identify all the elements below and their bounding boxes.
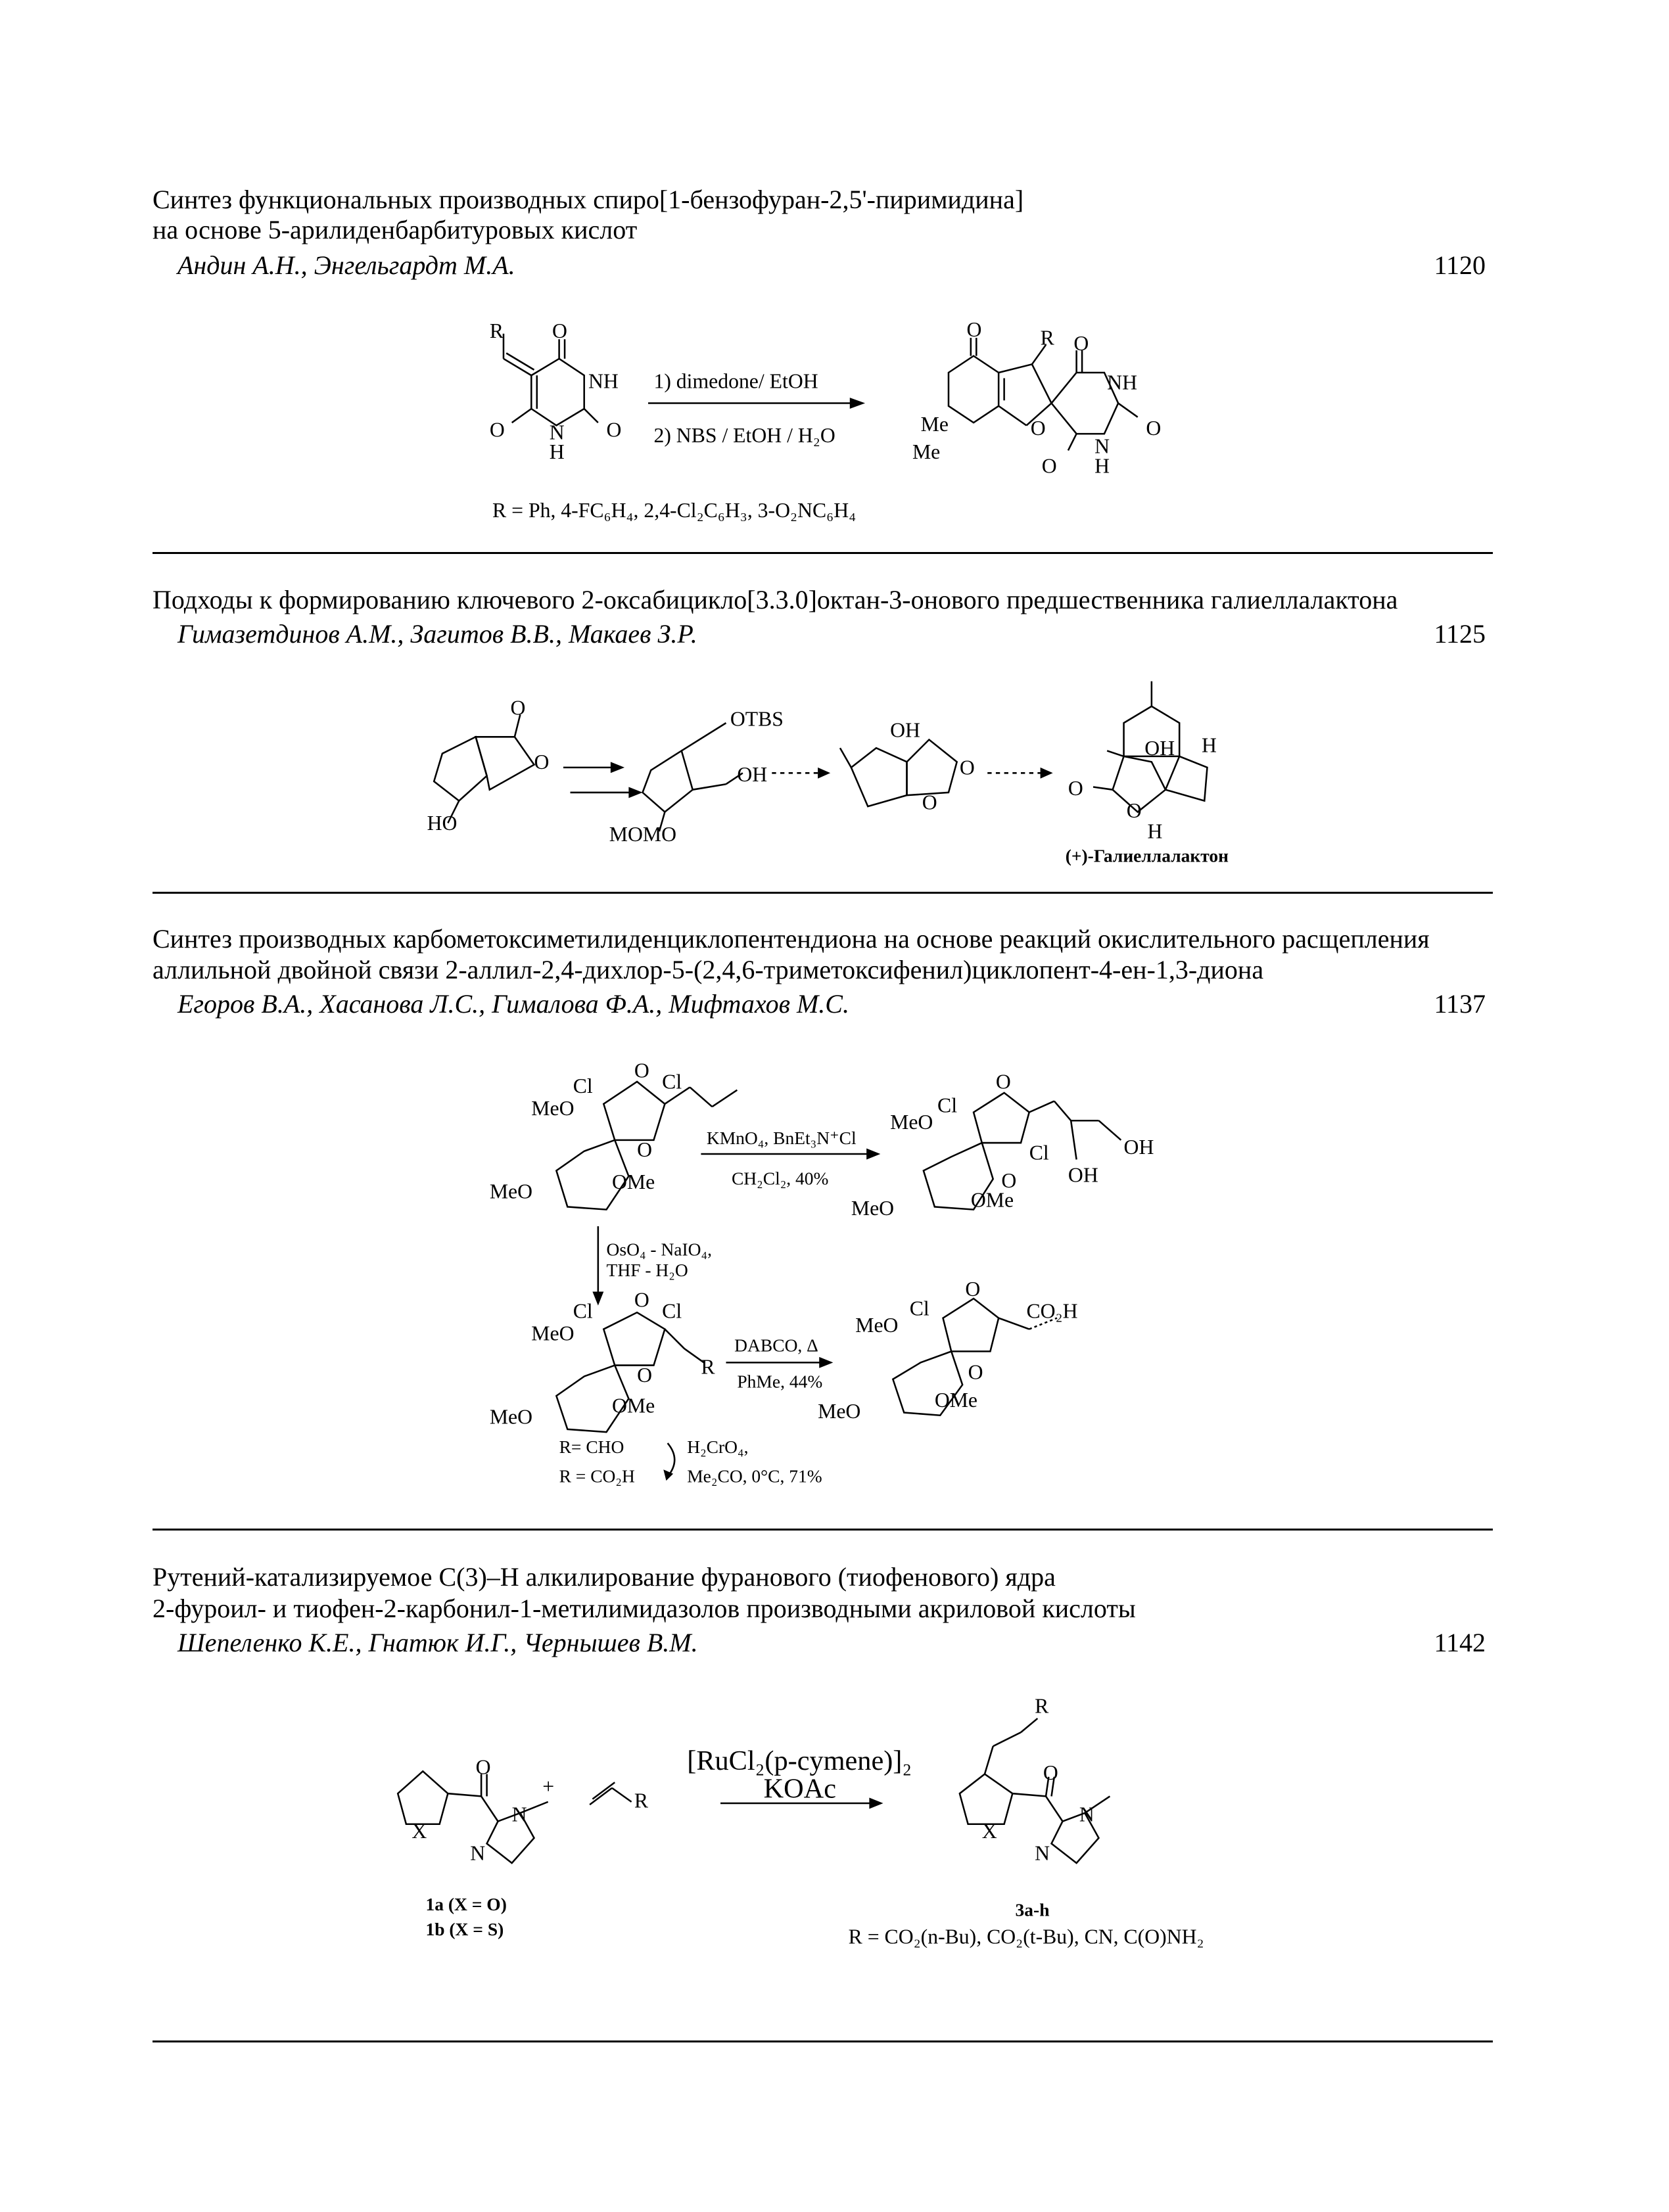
article-1-page: 1120	[1434, 250, 1486, 280]
atom-label: O	[1073, 332, 1089, 356]
atom-label: Me	[920, 412, 949, 436]
article-2-title: Подходы к формированию ключевого 2-оксабицикло[3.3.0]октан-3-онового предшественника галиеллалактона	[153, 585, 1398, 614]
atom-label: R	[634, 1789, 649, 1812]
plus-sign: +	[542, 1775, 555, 1799]
atom-label: O	[1001, 1168, 1017, 1192]
atom-label: Me	[912, 440, 941, 464]
atom-label: O	[1030, 417, 1046, 440]
atom-label: O	[1041, 454, 1057, 478]
atom-label: OTBS	[730, 707, 784, 731]
atom-label: O	[489, 418, 505, 442]
article-1-title-line-2: на основе 5-арилиденбарбитуровых кислот	[153, 215, 638, 244]
article-1-title-line-1: Синтез функциональных производных спиро[1-бензофуран-2,5'-пиримидина]	[153, 185, 1024, 214]
article-4-authors: Шепеленко К.Е., Гнатюк И.Г., Чернышев В.М.	[177, 1628, 698, 1657]
atom-label: MeO	[890, 1110, 933, 1134]
article-4-page: 1142	[1434, 1628, 1486, 1657]
atom-label: Cl	[573, 1299, 593, 1323]
article-3-title-line-1: Синтез производных карбометоксиметилиденциклопентендиона на основе реакций окислительного расщепления	[153, 924, 1430, 954]
atom-label: O	[634, 1288, 649, 1312]
atom-label: O	[995, 1070, 1011, 1094]
atom-label: Cl	[662, 1070, 682, 1094]
atom-label: MeO	[851, 1197, 895, 1220]
atom-label: MeO	[818, 1399, 861, 1423]
atom-label: O	[606, 418, 622, 442]
atom-label: O	[534, 750, 550, 773]
atom-label: O	[1068, 777, 1083, 800]
atom-label: N	[1079, 1803, 1094, 1826]
r-cho: R= CHO	[559, 1436, 624, 1457]
condition-top: 1) dimedone/ EtOH	[653, 369, 818, 393]
atom-label: N	[549, 421, 565, 444]
atom-label: O	[1043, 1761, 1058, 1785]
atom-label: HO	[427, 812, 458, 835]
atom-label: N	[1035, 1841, 1050, 1865]
atom-label: MeO	[531, 1096, 575, 1120]
atom-label: H	[1094, 454, 1110, 478]
atom-label: O	[637, 1138, 652, 1162]
atom-label: X	[411, 1819, 427, 1843]
atom-label: O	[1146, 417, 1162, 440]
condition-bottom: PhMe, 44%	[737, 1371, 823, 1392]
r-groups: R = CO₂(n-Bu), CO₂(t-Bu), CN, C(O)NH₂	[848, 1925, 1204, 1948]
atom-label: NH	[588, 369, 619, 393]
atom-label: N	[1094, 434, 1110, 458]
atom-label: NH	[1107, 371, 1137, 394]
atom-label: MeO	[489, 1180, 533, 1203]
bond	[531, 359, 584, 426]
atom-label: R	[489, 319, 504, 343]
atom-label: O	[966, 317, 982, 341]
label-1a: 1a (X = O)	[425, 1893, 507, 1914]
product-name: (+)-Галиеллалактон	[1065, 845, 1229, 866]
scheme-4	[398, 1694, 1204, 1948]
atom-label: OH	[1123, 1135, 1154, 1159]
article-2-page: 1125	[1434, 619, 1486, 649]
condition-top: DABCO, Δ	[734, 1335, 818, 1356]
article-4-title-line-1: Рутений-катализируемое C(3)–H алкилирование фуранового (тиофенового) ядра	[153, 1562, 1056, 1592]
atom-label: R	[1040, 326, 1054, 350]
atom-label: Cl	[573, 1074, 593, 1097]
article-2-authors: Гимазетдинов А.М., Загитов В.В., Макаев З.Р.	[177, 619, 697, 649]
scheme-1	[490, 318, 1162, 522]
label-1b: 1b (X = S)	[425, 1918, 504, 1939]
atom-label: MeO	[531, 1322, 575, 1345]
article-3-page: 1137	[1434, 989, 1486, 1019]
r-groups: R = Ph, 4-FC₆H₄, 2,4-Cl₂C₆H₃, 3-O₂NC₆H₄	[492, 499, 857, 522]
condition-bottom: CH₂Cl₂, 40%	[731, 1168, 829, 1189]
atom-label: O	[1126, 799, 1142, 823]
atom-label: H	[549, 440, 565, 464]
atom-label: O	[510, 696, 526, 720]
atom-label: H	[1147, 819, 1163, 843]
atom-label: Cl	[1029, 1141, 1049, 1164]
atom-label: Cl	[909, 1297, 929, 1320]
atom-label: OH	[737, 762, 768, 786]
condition-top: KMnO₄, BnEt₃N⁺Cl	[706, 1128, 857, 1149]
atom-label: Cl	[937, 1094, 958, 1117]
atom-label: OMe	[611, 1394, 655, 1417]
condition: OsO₄ - NaIO₄,	[606, 1239, 713, 1260]
atom-label: O	[959, 756, 975, 779]
base: KOAc	[763, 1773, 837, 1805]
article-3-title-line-2: аллильной двойной связи 2-аллил-2,4-дихлор-5-(2,4,6-триметоксифенил)циклопент-4-ен-1,3-диона	[153, 955, 1264, 984]
condition: H₂CrO₄,	[687, 1436, 749, 1457]
atom-label: OMe	[611, 1170, 655, 1193]
article-1-authors: Андин А.Н., Энгельгардт М.А.	[177, 250, 515, 280]
r-co2h: R = CO₂H	[559, 1465, 635, 1486]
atom-label: OMe	[970, 1188, 1014, 1212]
article-4-title-line-2: 2-фуроил- и тиофен-2-карбонил-1-метилимидазолов производными акриловой кислоты	[153, 1594, 1136, 1623]
atom-label: OMe	[934, 1389, 978, 1412]
atom-label: OH	[1144, 736, 1175, 760]
atom-label: N	[470, 1841, 486, 1865]
atom-label: R	[1035, 1694, 1049, 1718]
atom-label: O	[965, 1277, 981, 1301]
product-label: 3a-h	[1015, 1899, 1050, 1920]
atom-label: MeO	[489, 1405, 533, 1429]
atom-label: O	[922, 791, 937, 814]
atom-label: OH	[890, 718, 920, 742]
atom-label: H	[1202, 733, 1217, 757]
scheme-2	[427, 681, 1229, 866]
atom-label: Cl	[662, 1299, 682, 1323]
atom-label: O	[968, 1360, 983, 1384]
bond	[949, 356, 999, 423]
condition: Me₂CO, 0°C, 71%	[687, 1465, 822, 1486]
scheme-3	[490, 1059, 1154, 1486]
condition: THF - H₂O	[606, 1260, 688, 1281]
atom-label: R	[701, 1355, 715, 1379]
article-3-authors: Егоров В.А., Хасанова Л.С., Гималова Ф.А., Мифтахов М.С.	[177, 989, 849, 1019]
atom-label: O	[552, 319, 567, 343]
atom-label: N	[511, 1803, 527, 1826]
atom-label: O	[634, 1059, 649, 1082]
atom-label: CO₂H	[1026, 1299, 1078, 1323]
atom-label: O	[475, 1755, 491, 1779]
atom-label: O	[637, 1363, 652, 1387]
catalyst: [RuCl₂(p-cymene)]₂	[687, 1745, 912, 1777]
atom-label: OH	[1068, 1163, 1098, 1187]
atom-label: MeO	[855, 1313, 899, 1337]
condition-bottom: 2) NBS / EtOH / H₂O	[653, 423, 835, 447]
atom-label: MOMO	[609, 822, 676, 846]
atom-label: X	[981, 1819, 997, 1843]
